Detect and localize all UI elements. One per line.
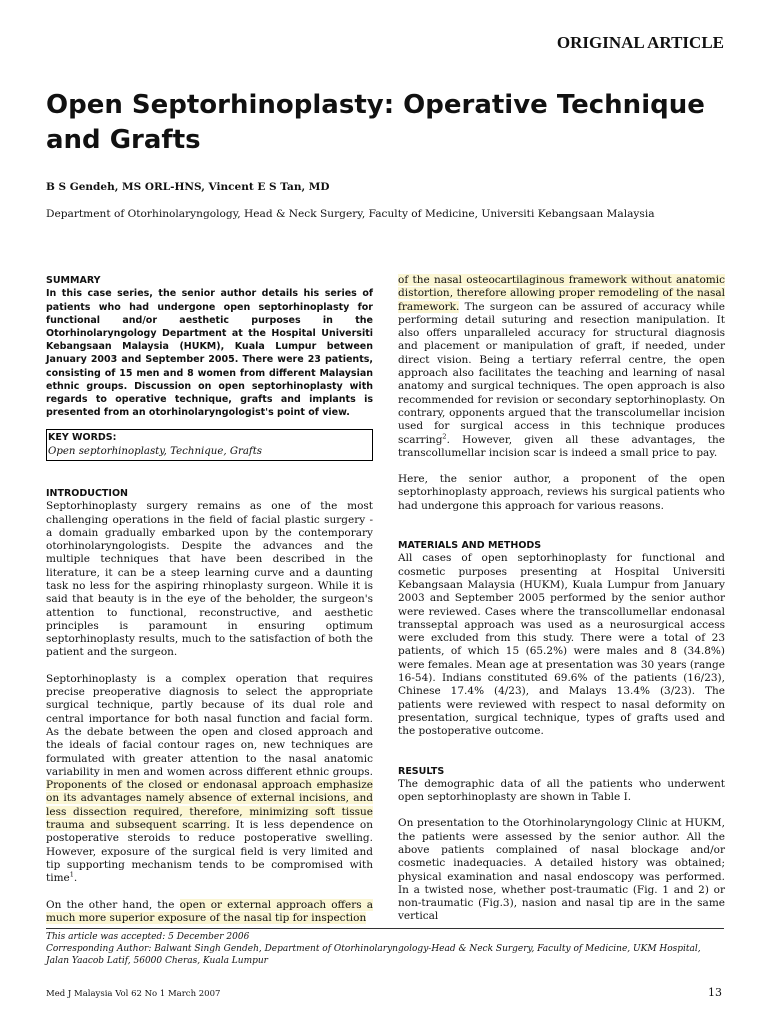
introduction-heading: INTRODUCTION (46, 487, 128, 499)
intro-p2-end: . (73, 872, 78, 885)
keywords-value: Open septorhinoplasty, Technique, Grafts (48, 445, 263, 457)
keywords-heading: KEY WORDS: (48, 432, 117, 444)
article-title: Open Septorhinoplasty: Operative Technique and Grafts (46, 90, 705, 155)
left-column (46, 274, 373, 925)
footnotes (46, 931, 726, 967)
corresponding-author-note: Corresponding Author: Balwant Singh Gendeh, Department of Otorhinolaryngology-Head & Neck Surgery, Faculty of Medicine, UKM Hospital, Jalan Yaacob Latif, 56000 Cheras, Kuala Lumpur (46, 944, 701, 966)
intro-paragraph-3 (46, 899, 373, 926)
right-paragraph-2: Here, the senior author, a proponent of the open septorhinoplasty approach, reviews his surgical patients who had undergone this approach for various reasons. (398, 473, 725, 512)
reference-1: 1 (69, 870, 74, 879)
journal-citation: Med J Malaysia Vol 62 No 1 March 2007 (46, 989, 221, 999)
reference-2: 2 (442, 432, 447, 441)
intro-paragraph-1: Septorhinoplasty surgery remains as one of the most challenging operations in the field of facial plastic surgery - a domain gradually embarked upon by the contemporary otorhinolaryngologists. Despite the advances and the multiple techniques that have been described in the literature, it can be a steep learning curve and a daunting task no less for the aspiring rhinoplasty surgeon. While it is said that beauty is in the eye of the beholder, the surgeon's attention to functional, reconstructive, and aesthetic principles is paramount in ensuring optimum septorhinoplasty results, much to the satisfaction of both the patient and the surgeon. (46, 500, 373, 659)
methods-heading: MATERIALS AND METHODS (398, 540, 542, 552)
authors: B S Gendeh, MS ORL-HNS, Vincent E S Tan, MD (46, 181, 330, 193)
highlight-open-approach: open or external approach offers a much more superior exposure of the nasal tip for inspection (46, 898, 373, 924)
methods-paragraph: All cases of open septorhinoplasty for functional and cosmetic purposes presenting at Hospital Universiti Kebangsaan Malaysia (HUKM), Kuala Lumpur from January 2003 and September 2005 performed by the senior author were reviewed. Cases where the transcollumellar endonasal transseptal approach was used as a neurosurgical access were excluded from this study. There were a total of 23 patients, of which 15 (65.2%) were males and 8 (34.8%) were females. Mean age at presentation was 30 years (range 16-54). Indians constituted 69.6% of the patients (16/23), Chinese 17.4% (4/23), and Malays 13.4% (3/23). The patients were reviewed with respect to nasal deformity on presentation, surgical technique, types of grafts used and the postoperative outcome. (398, 552, 725, 738)
intro-p3-text-a: On the other hand, the (46, 898, 175, 911)
summary-heading: SUMMARY (46, 275, 101, 286)
accepted-note: This article was accepted: 5 December 2006 (46, 932, 250, 942)
right-p1-text-a: The surgeon can be assured of accuracy while performing detail suturing and resection manipulation. It also offers unparalleled accuracy for structural diagnosis and placement or manipulation of graft, if needed, under direct vision. Being a tertiary referral centre, the open approach also facilitates the teaching and learning of nasal anatomy and surgical techniques. The open approach is also recommended for revision or secondary septorhinoplasty. On contrary, opponents argued that the transcolumellar incision used for surgical access in this technique produces scarring (398, 300, 725, 446)
right-p1-text-b: . However, given all these advantages, the transcollumellar incision scar is indeed a small price to pay. (398, 433, 725, 459)
keywords-box (46, 429, 373, 461)
footnote-divider (46, 928, 724, 929)
summary-text: In this case series, the senior author details his series of patients who had undergone open septorhinoplasty for functional and/or aesthetic purposes in the Otorhinolaryngology Department at the Hospital Universiti Kebangsaan Malaysia (HUKM), Kuala Lumpur between January 2003 and September 2005. There were 23 patients, consisting of 15 men and 8 women from different Malaysian ethnic groups. Discussion on open septorhinoplasty with regards to operative technique, grafts and implants is presented from an otorhinolaryngologist's point of view. (46, 288, 373, 419)
intro-p2-text-a: Septorhinoplasty is a complex operation that requires precise preoperative diagnosis to select the appropriate surgical technique, partly because of its dual role and central importance for both nasal function and facial form. As the debate between the open and closed approach and the ideals of facial contour rages on, new techniques are formulated with greater attention to the nasal anatomic variability in men and women across different ethnic groups. (46, 672, 373, 778)
intro-paragraph-2 (46, 673, 373, 886)
affiliation: Department of Otorhinolaryngology, Head & Neck Surgery, Faculty of Medicine, Universiti Kebangsaan Malaysia (46, 208, 655, 220)
section-label: ORIGINAL ARTICLE (556, 33, 724, 52)
intro-p2-text-b: It is less dependence on postoperative steroids to reduce postoperative swelling. However, exposure of the surgical field is very limited and tip supporting mechanism tends to be compromised with time (46, 819, 374, 885)
right-paragraph-1 (398, 274, 725, 460)
results-paragraph-1: The demographic data of all the patients who underwent open septorhinoplasty are shown in Table I. (398, 777, 725, 804)
page-number: 13 (708, 986, 722, 999)
highlight-framework: of the nasal osteocartilaginous framework without anatomic distortion, therefore allowing proper remodeling of the nasal framework. (398, 274, 725, 313)
results-paragraph-2: On presentation to the Otorhinolaryngology Clinic at HUKM, the patients were assessed by the senior author. All the above patients complained of nasal blockage and/or cosmetic inadequacies. A detailed history was obtained; physical examination and nasal endoscopy was performed. In a twisted nose, whether post-traumatic (Fig. 1 and 2) or non-traumatic (Fig.3), nasion and nasal tip are in the same vertical (398, 817, 725, 923)
right-column (398, 274, 725, 924)
results-heading: RESULTS (398, 765, 445, 777)
highlight-closed-approach: Proponents of the closed or endonasal approach emphasize on its advantages namely absence of external incisions, and less dissection required, therefore, minimizing soft tissue trauma and subsequent scarring. (46, 779, 373, 832)
